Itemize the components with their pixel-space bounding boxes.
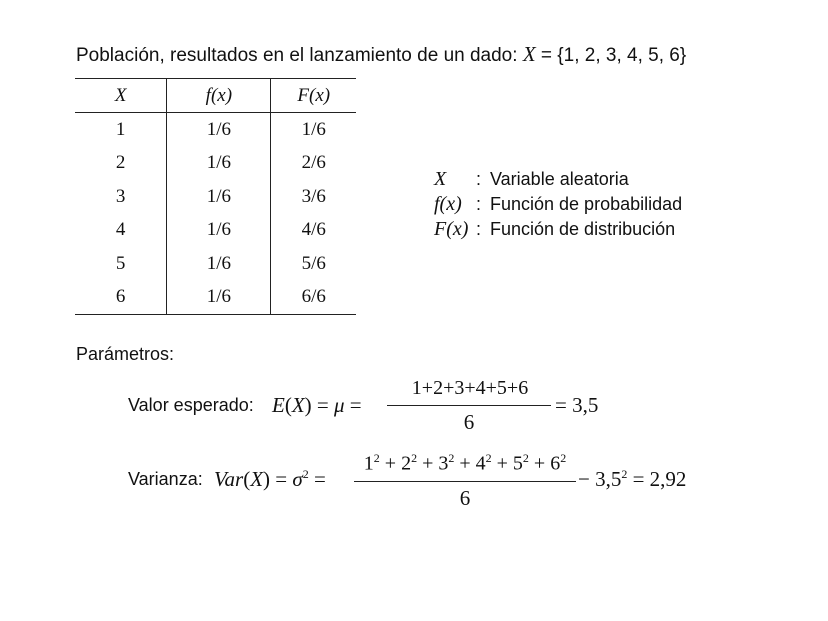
cell-fx: 1/6 — [167, 180, 271, 214]
title-set-variable: X — [522, 42, 536, 66]
legend-symbol: F(x) — [434, 218, 469, 240]
variance-denominator: 6 — [459, 486, 471, 510]
cell-fx: 1/6 — [167, 214, 271, 248]
cell-fx: 1/6 — [167, 147, 271, 181]
legend-item: F(x) : Función de distribución — [434, 218, 676, 240]
legend-desc: Variable aleatoria — [490, 169, 629, 189]
cell-Fx: 1/6 — [271, 113, 356, 147]
cell-x: 1 — [115, 118, 126, 140]
expected-value-result: = 3,5 — [555, 393, 599, 417]
cell-Fx: 4/6 — [271, 214, 356, 248]
table-row — [75, 147, 356, 181]
legend-symbol: X — [434, 168, 447, 190]
variance-lhs: $Var(X) = \sigma^2$ = — [214, 467, 326, 491]
header-Fx: F(x) — [271, 79, 356, 113]
expected-fraction-bar — [387, 405, 551, 406]
cell-Fx: 6/6 — [271, 281, 356, 315]
legend-symbol: f(x) — [434, 193, 462, 215]
table-row — [75, 214, 356, 248]
page-title — [76, 42, 686, 67]
variance-result: − $3,5^2 = 2,92$ — [578, 467, 687, 491]
header-x: X — [114, 84, 127, 106]
legend-item: X : Variable aleatoria — [434, 168, 629, 190]
parameters-heading: Parámetros: — [76, 344, 175, 364]
cell-Fx: 5/6 — [271, 247, 356, 281]
cell-x: 3 — [115, 185, 126, 207]
cell-fx: 1/6 — [167, 281, 271, 315]
cell-Fx: 2/6 — [271, 147, 356, 181]
cell-x: 4 — [115, 219, 126, 241]
legend-item: f(x) : Función de probabilidad — [434, 193, 683, 215]
variance-fraction-bar — [354, 481, 576, 482]
cell-fx: 1/6 — [167, 247, 271, 281]
table-header-row — [75, 79, 356, 113]
title-text: Población, resultados en el lanzamiento de un dado: — [76, 45, 523, 66]
expected-value-denominator: 6 — [463, 410, 475, 434]
table-row — [75, 113, 356, 147]
expected-value-numerator: 1+2+3+4+5+6 — [411, 377, 529, 399]
title-set: = {1, 2, 3, 4, 5, 6} — [535, 45, 687, 66]
table-row — [75, 247, 356, 281]
table-row — [75, 180, 356, 214]
variance-numerator: $1^2 + 2^2 + 3^2 + 4^2 + 5^2 + 6^2$ — [363, 451, 567, 475]
expected-value-lhs: E(X) = μ = — [272, 393, 362, 417]
legend-desc: Función de distribución — [490, 219, 676, 239]
cell-fx: 1/6 — [167, 113, 271, 147]
cell-x: 6 — [115, 286, 126, 308]
cell-x: 2 — [115, 152, 126, 174]
expected-value-label: Valor esperado: — [128, 395, 254, 415]
table-row — [75, 281, 356, 315]
header-fx: f(x) — [167, 79, 271, 113]
variance-label: Varianza: — [128, 469, 203, 489]
cell-Fx: 3/6 — [271, 180, 356, 214]
legend-desc: Función de probabilidad — [490, 194, 683, 214]
probability-table — [75, 78, 356, 315]
cell-x: 5 — [115, 252, 126, 274]
